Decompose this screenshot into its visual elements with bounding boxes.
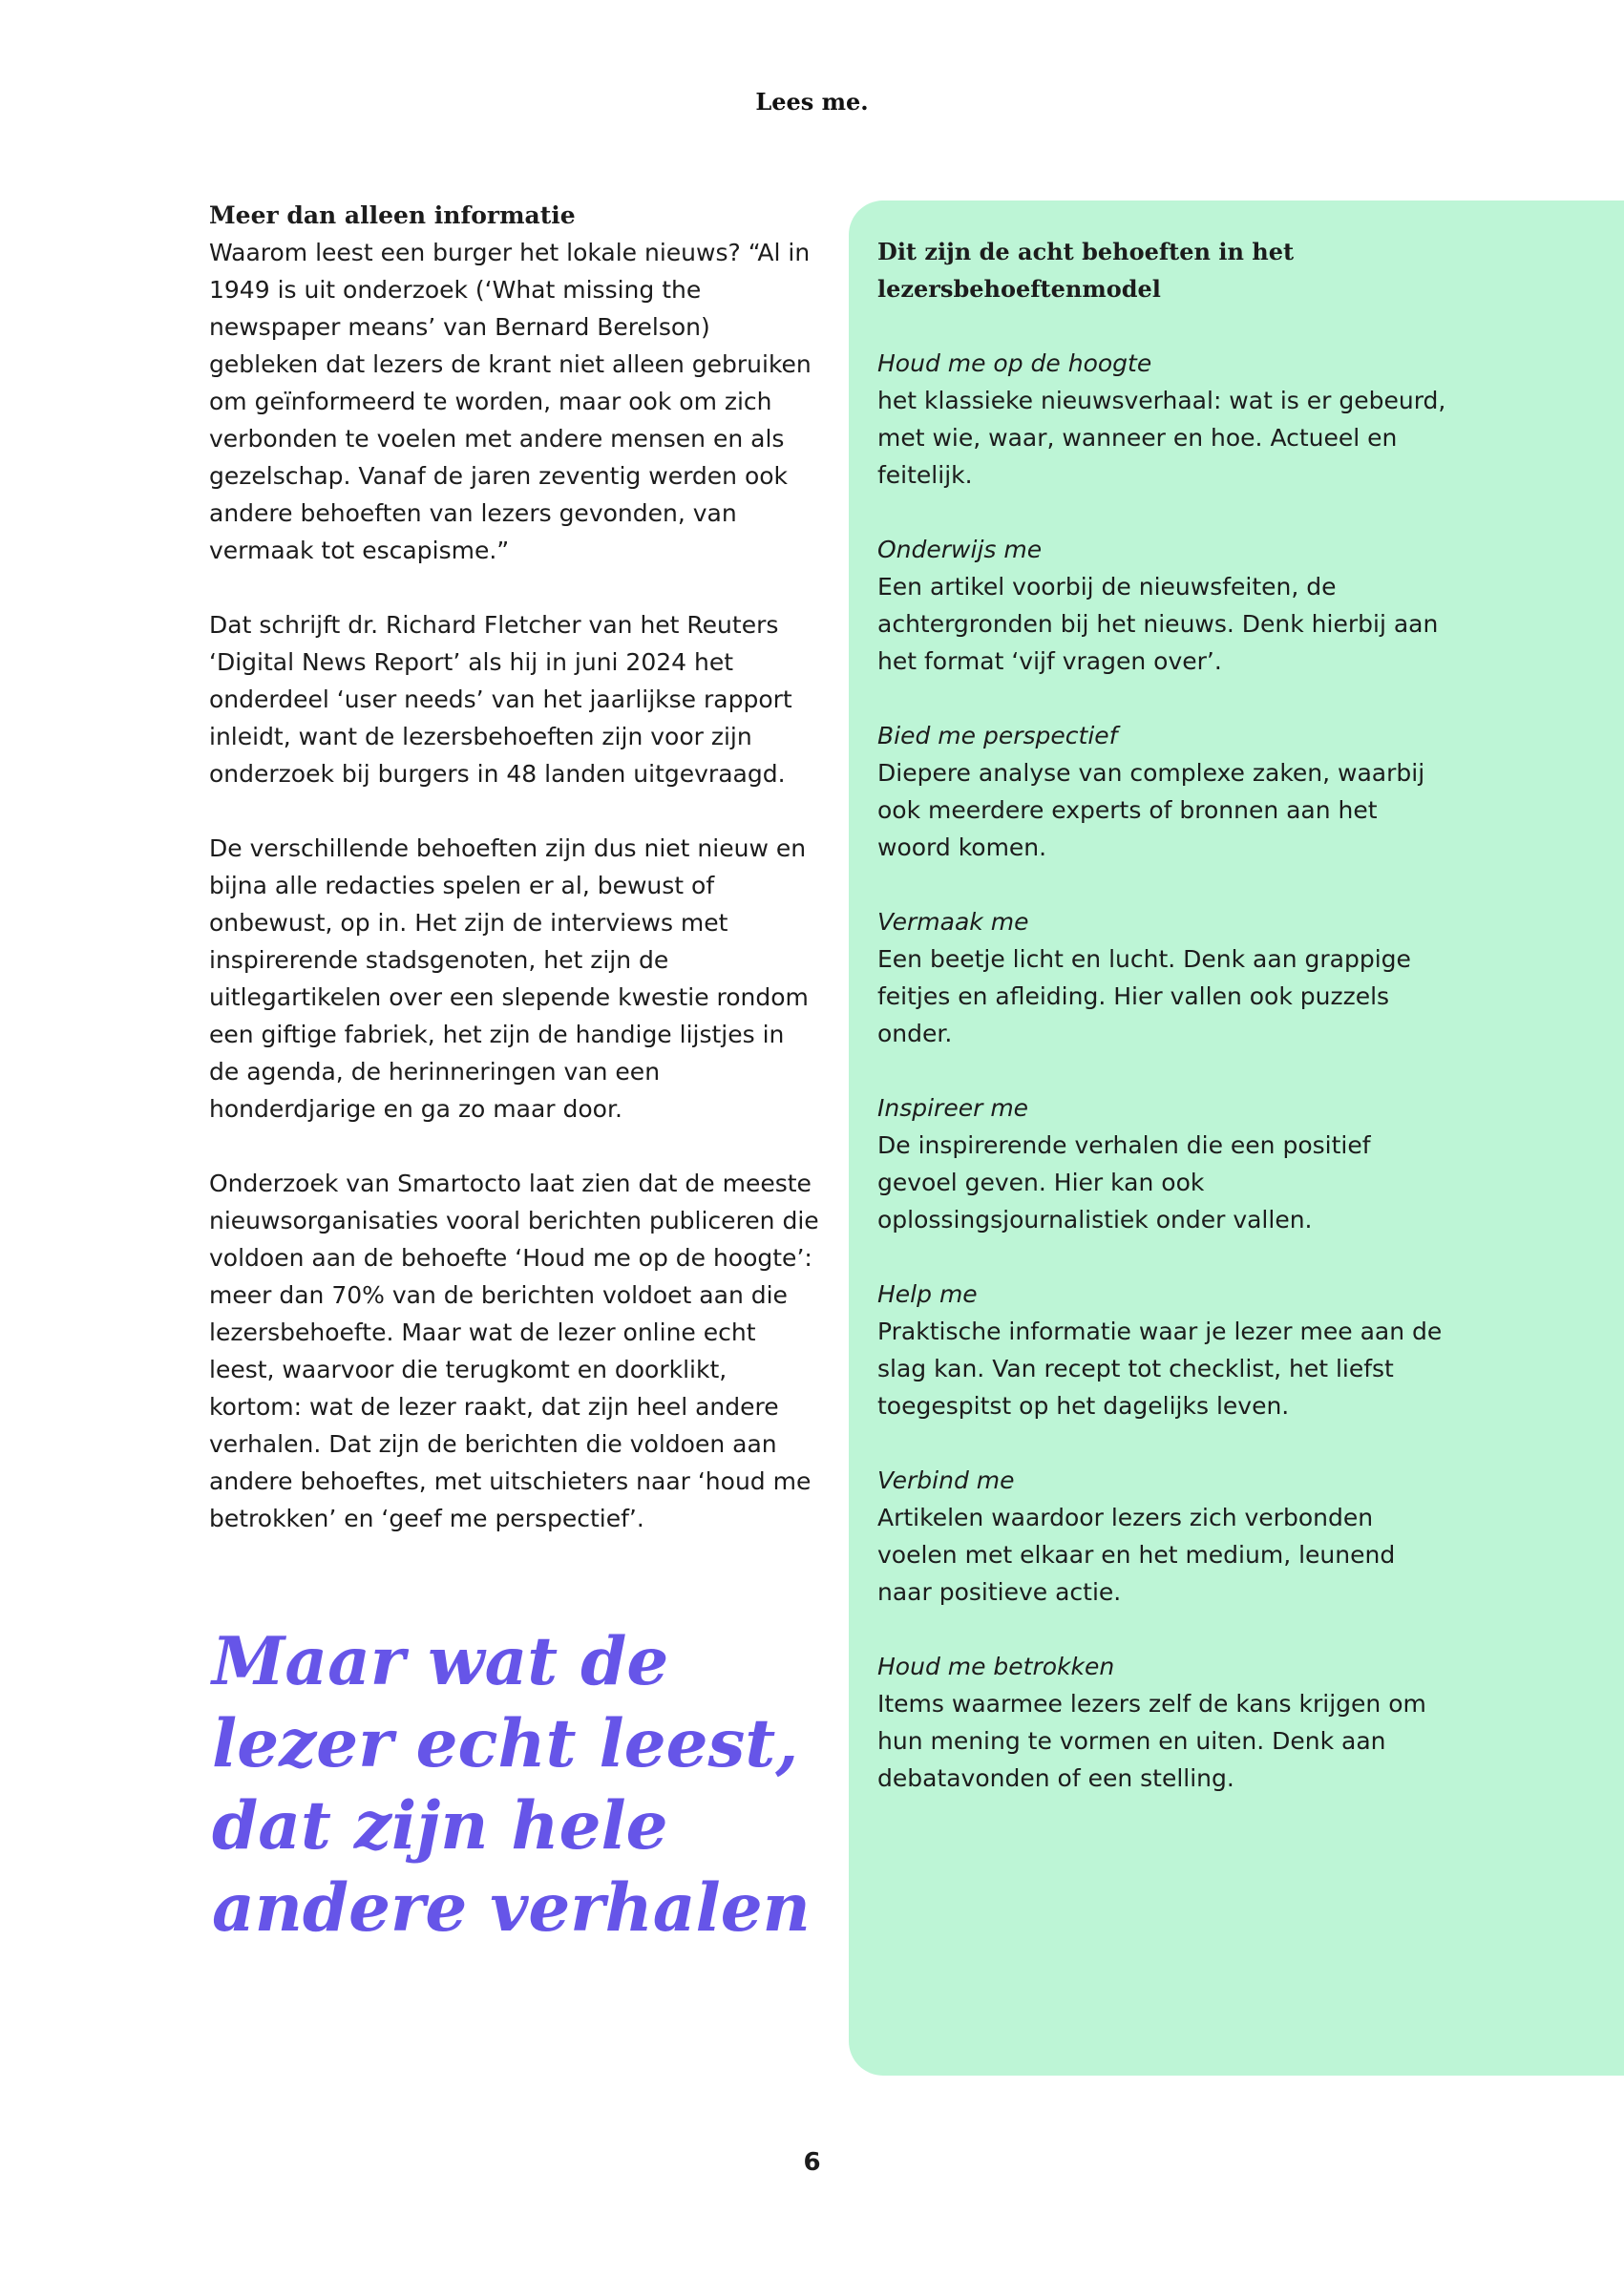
page-number: 6 [803,2148,821,2177]
need-item [877,345,1450,494]
need-title: Houd me betrokken [877,1653,1115,1680]
sidebar-content [877,233,1450,1834]
need-title: Help me [877,1280,978,1308]
need-description: Praktische informatie waar je lezer mee aan de slag kan. Van recept tot checklist, het liefst toegespitst op het dagelijks leven. [877,1318,1443,1420]
need-item [877,1276,1450,1424]
running-header: Lees me. [755,88,869,116]
need-title: Bied me perspectief [877,722,1118,749]
need-description: Een beetje licht en lucht. Denk aan grappige feitjes en afleiding. Hier vallen ook puzzels onder. [877,945,1411,1047]
need-title: Vermaak me [877,908,1029,936]
need-item [877,1462,1450,1611]
need-item [877,1648,1450,1797]
pull-quote [212,1621,842,1950]
need-description: Artikelen waardoor lezers zich verbonden voelen met elkaar en het medium, leunend naar positieve actie. [877,1504,1396,1606]
need-title: Houd me op de hoogte [877,349,1152,377]
need-title: Inspireer me [877,1094,1029,1122]
article-paragraph: Waarom leest een burger het lokale nieuws? “Al in 1949 is uit onderzoek (‘What missing the newspaper means’ van Bernard Berelson) gebleken dat lezers de krant niet alleen gebruiken om geïnformeerd te worden, maar ook om zich verbonden te voelen met andere mensen en als gezelschap. Vanaf de jaren zeventig werden ook andere behoeften van lezers gevonden, van vermaak tot escapisme.” [209,239,812,564]
article-paragraph: Dat schrijft dr. Richard Fletcher van het Reuters ‘Digital News Report’ als hij in juni 2024 het onderdeel ‘user needs’ van het jaarlijkse rapport inleidt, want de lezersbehoeften zijn voor zijn onderzoek bij burgers in 48 landen uitgevraagd. [209,611,792,788]
sidebar-title [877,233,1450,307]
article-heading: Meer dan alleen informatie [209,201,576,229]
need-description: Items waarmee lezers zelf de kans krijgen om hun mening te vormen en uiten. Denk aan debatavonden of een stelling. [877,1690,1426,1792]
need-item [877,717,1450,866]
reader-needs-sidebar [849,200,1624,2076]
need-description: het klassieke nieuwsverhaal: wat is er gebeurd, met wie, waar, wanneer en hoe. Actueel en feitelijk. [877,387,1446,489]
need-description: De inspirerende verhalen die een positief gevoel geven. Hier kan ook oplossingsjournalistiek onder vallen. [877,1131,1371,1234]
need-item [877,903,1450,1052]
article-paragraph: De verschillende behoeften zijn dus niet nieuw en bijna alle redacties spelen er al, bewust of onbewust, op in. Het zijn de interviews met inspirerende stadsgenoten, het zijn de uitlegartikelen over een slepende kwestie rondom een giftige fabriek, het zijn de handige lijstjes in de agenda, de herinneringen van een honderdjarige en ga zo maar door. [209,834,809,1123]
pull-quote-line: lezer echt leest, [212,1705,799,1782]
need-description: Diepere analyse van complexe zaken, waarbij ook meerdere experts of bronnen aan het woord komen. [877,759,1425,861]
sidebar-title-line: Dit zijn de acht behoeften in het [877,238,1295,265]
need-item [877,531,1450,680]
need-item [877,1089,1450,1238]
need-title: Onderwijs me [877,536,1043,563]
need-description: Een artikel voorbij de nieuwsfeiten, de achtergronden bij het nieuws. Denk hierbij aan het format ‘vijf vragen over’. [877,573,1439,675]
sidebar-title-line: lezersbehoeftenmodel [877,275,1161,303]
article-paragraph: Onderzoek van Smartocto laat zien dat de meeste nieuwsorganisaties vooral berichten publiceren die voldoen aan de behoefte ‘Houd me op de hoogte’: meer dan 70% van de berichten voldoet aan die lezersbehoefte. Maar wat de lezer online echt leest, waarvoor die terugkomt en doorklikt, kortom: wat de lezer raakt, dat zijn heel andere verhalen. Dat zijn de berichten die voldoen aan andere behoeftes, met uitschieters naar ‘houd me betrokken’ en ‘geef me perspectief’. [209,1170,819,1532]
pull-quote-line: dat zijn hele [212,1787,668,1865]
pull-quote-line: Maar wat de [212,1623,669,1700]
need-title: Verbind me [877,1466,1015,1494]
article-column [209,197,820,1574]
pull-quote-line: andere verhalen [212,1869,811,1947]
